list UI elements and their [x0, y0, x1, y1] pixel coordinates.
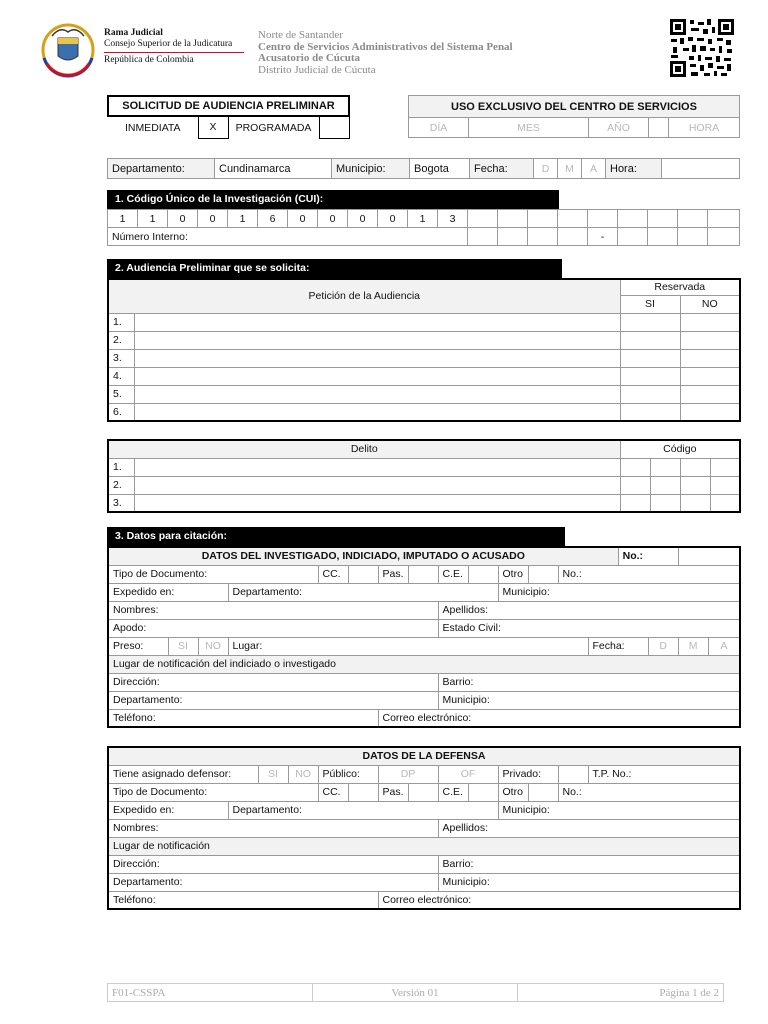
cui-digit[interactable]: 0	[318, 210, 348, 228]
form-cell[interactable]	[620, 313, 680, 331]
footer-page: Página 1 de 2	[518, 984, 724, 1002]
form-cell[interactable]	[134, 313, 620, 331]
org-line-1: Rama Judicial	[104, 28, 163, 38]
form-cell: Tiene asignado defensor:	[108, 765, 258, 783]
form-cell[interactable]	[528, 228, 558, 246]
cui-digit[interactable]: 1	[228, 210, 258, 228]
form-cell[interactable]	[498, 228, 528, 246]
reserved-yes-header: SI	[620, 295, 680, 313]
form-cell: Pas.	[378, 783, 408, 801]
form-cell[interactable]	[468, 783, 498, 801]
code-header: Código	[620, 440, 740, 458]
form-cell: Departamento:	[228, 583, 498, 601]
cui-table	[107, 209, 740, 246]
form-cell[interactable]	[710, 476, 740, 494]
form-cell[interactable]	[680, 349, 740, 367]
form-cell: Público:	[318, 765, 378, 783]
department-value[interactable]: Cundinamarca	[215, 159, 332, 179]
crime-header: Delito	[108, 440, 620, 458]
form-cell[interactable]: NO	[198, 637, 228, 655]
form-cell[interactable]	[348, 565, 378, 583]
form-cell[interactable]	[134, 458, 620, 476]
form-cell[interactable]	[134, 385, 620, 403]
cui-digit[interactable]	[528, 210, 558, 228]
petition-header: Petición de la Audiencia	[108, 279, 620, 313]
scheduled-checkbox[interactable]	[319, 116, 349, 138]
petition-row	[108, 313, 740, 331]
form-cell[interactable]	[528, 783, 558, 801]
location-table	[107, 158, 740, 179]
form-cell[interactable]	[408, 565, 438, 583]
exclusive-hour[interactable]: HORA	[669, 118, 740, 138]
exclusive-title: USO EXCLUSIVO DEL CENTRO DE SERVICIOS	[409, 96, 740, 118]
cui-digit[interactable]: 0	[348, 210, 378, 228]
form-cell[interactable]	[708, 228, 740, 246]
form-cell: Pas.	[378, 565, 408, 583]
form-cell[interactable]	[620, 476, 650, 494]
exclusive-use-table	[408, 95, 740, 138]
form-cell: Departamento:	[108, 873, 438, 891]
petition-row	[108, 331, 740, 349]
immediate-label: INMEDIATA	[124, 121, 181, 134]
form-cell: Teléfono:	[108, 891, 378, 909]
form-cell[interactable]	[680, 385, 740, 403]
form-cell: Lugar de notificación	[108, 837, 740, 855]
cui-digit[interactable]	[618, 210, 648, 228]
section-1-title: 1. Código Único de la Investigación (CUI):	[107, 190, 559, 209]
cui-digit[interactable]	[678, 210, 708, 228]
form-cell[interactable]	[680, 331, 740, 349]
form-cell: Apellidos:	[438, 601, 740, 619]
region-text: Norte de Santander	[258, 29, 343, 41]
form-cell: Apellidos:	[438, 819, 740, 837]
form-cell: Apodo:	[108, 619, 438, 637]
form-cell[interactable]: SI	[168, 637, 198, 655]
date-year[interactable]: A	[582, 159, 606, 179]
reserved-no-header: NO	[680, 295, 740, 313]
crime-table	[107, 439, 741, 513]
form-cell: Dirección:	[108, 855, 438, 873]
request-type-table	[107, 95, 350, 139]
reserved-header: Reservada	[620, 279, 740, 295]
form-cell[interactable]: DP	[378, 765, 438, 783]
form-cell: No.:	[558, 565, 740, 583]
form-cell: 1.	[108, 313, 134, 331]
form-cell[interactable]	[650, 494, 680, 512]
form-cell: Departamento:	[108, 691, 438, 709]
form-cell[interactable]	[710, 494, 740, 512]
date-month[interactable]: M	[558, 159, 582, 179]
form-cell[interactable]	[680, 494, 710, 512]
form-cell[interactable]	[620, 385, 680, 403]
form-cell: Tipo de Documento:	[108, 783, 318, 801]
form-cell: Expedido en:	[108, 801, 228, 819]
form-cell[interactable]	[680, 403, 740, 421]
exclusive-year[interactable]: AÑO	[589, 118, 649, 138]
exclusive-day[interactable]: DÍA	[409, 118, 469, 138]
form-cell: Teléfono:	[108, 709, 378, 727]
cui-digit[interactable]: 3	[438, 210, 468, 228]
section-3-title: 3. Datos para citación:	[107, 527, 565, 546]
form-cell: Barrio:	[438, 855, 740, 873]
petition-row	[108, 403, 740, 421]
form-cell[interactable]	[468, 565, 498, 583]
internal-number-label: Número Interno:	[108, 228, 468, 246]
footer	[107, 983, 724, 1002]
form-cell[interactable]	[620, 331, 680, 349]
form-cell: CC.	[318, 783, 348, 801]
form-cell[interactable]	[620, 494, 650, 512]
form-cell: C.E.	[438, 783, 468, 801]
form-cell[interactable]	[620, 367, 680, 385]
header	[36, 22, 736, 80]
form-cell: Municipio:	[438, 873, 740, 891]
investigated-table	[107, 546, 741, 728]
form-cell: C.E.	[438, 565, 468, 583]
qr-code-icon	[669, 18, 735, 78]
cui-digit[interactable]	[708, 210, 740, 228]
form-cell[interactable]	[134, 331, 620, 349]
form-cell: Departamento:	[228, 801, 498, 819]
form-cell[interactable]: SI	[258, 765, 288, 783]
form-cell: Nombres:	[108, 601, 438, 619]
cui-digit[interactable]	[468, 210, 498, 228]
form-cell: Privado:	[498, 765, 558, 783]
form-cell: Dirección:	[108, 673, 438, 691]
form-cell: Correo electrónico:	[378, 891, 740, 909]
form-cell[interactable]	[650, 476, 680, 494]
form-cell[interactable]	[650, 458, 680, 476]
cui-digit[interactable]	[558, 210, 588, 228]
form-cell: 4.	[108, 367, 134, 385]
form-cell[interactable]	[468, 228, 498, 246]
form-cell	[649, 118, 669, 138]
form-cell: 3.	[108, 349, 134, 367]
form-cell[interactable]	[680, 458, 710, 476]
petition-row	[108, 349, 740, 367]
form-cell[interactable]	[678, 547, 740, 565]
form-cell[interactable]	[134, 494, 620, 512]
cui-digit[interactable]: 1	[138, 210, 168, 228]
form-cell: Lugar:	[228, 637, 588, 655]
form-cell[interactable]	[620, 403, 680, 421]
form-cell: Expedido en:	[108, 583, 228, 601]
form-cell: Barrio:	[438, 673, 740, 691]
internal-dash: -	[588, 228, 618, 246]
cui-digit[interactable]: 0	[198, 210, 228, 228]
center-line-2: Acusatorio de Cúcuta	[258, 52, 361, 64]
form-cell: T.P. No.:	[588, 765, 740, 783]
form-cell[interactable]	[678, 228, 708, 246]
cui-digit[interactable]: 0	[168, 210, 198, 228]
form-cell: 3.	[108, 494, 134, 512]
petition-table	[107, 278, 741, 422]
form-cell: Otro	[498, 783, 528, 801]
form-cell[interactable]	[618, 228, 648, 246]
municipality-label: Municipio:	[332, 159, 410, 179]
center-line-1: Centro de Servicios Administrativos del Sistema Penal	[258, 40, 513, 53]
form-cell: Fecha:	[588, 637, 648, 655]
form-cell[interactable]	[408, 783, 438, 801]
form-cell[interactable]: NO	[288, 765, 318, 783]
crime-row	[108, 476, 740, 494]
department-label: Departamento:	[108, 159, 215, 179]
cui-digit-row	[108, 210, 740, 228]
form-cell: Correo electrónico:	[378, 709, 740, 727]
cui-digit[interactable]: 1	[408, 210, 438, 228]
cui-digit[interactable]: 0	[378, 210, 408, 228]
cui-digit[interactable]	[498, 210, 528, 228]
form-cell[interactable]	[680, 313, 740, 331]
footer-version: Versión 01	[313, 984, 518, 1002]
date-day[interactable]: D	[534, 159, 558, 179]
cui-digit[interactable]	[648, 210, 678, 228]
form-cell[interactable]	[528, 565, 558, 583]
form-cell: Municipio:	[498, 583, 740, 601]
municipality-value[interactable]: Bogota	[410, 159, 470, 179]
defense-title: DATOS DE LA DEFENSA	[108, 747, 740, 765]
form-cell: Preso:	[108, 637, 168, 655]
coat-of-arms-icon	[38, 22, 98, 78]
form-cell[interactable]	[680, 476, 710, 494]
form-cell[interactable]	[134, 403, 620, 421]
form-cell[interactable]: M	[678, 637, 708, 655]
form-cell: Otro	[498, 565, 528, 583]
cui-digit[interactable]: 6	[258, 210, 288, 228]
form-cell: Estado Civil:	[438, 619, 740, 637]
defense-table	[107, 746, 741, 910]
form-cell[interactable]	[558, 765, 588, 783]
doc-type-label: Tipo de Documento:	[108, 565, 318, 583]
hour-value[interactable]	[662, 159, 740, 179]
exclusive-month[interactable]: MES	[469, 118, 589, 138]
form-cell[interactable]	[348, 783, 378, 801]
form-cell: 5.	[108, 385, 134, 403]
form-cell: 1.	[108, 458, 134, 476]
form-cell: 6.	[108, 403, 134, 421]
form-cell: Lugar de notificación del indiciado o investigado	[108, 655, 740, 673]
form-cell[interactable]	[134, 476, 620, 494]
org-line-2: Consejo Superior de la Judicatura	[104, 39, 233, 49]
form-cell[interactable]	[680, 367, 740, 385]
form-cell: Nombres:	[108, 819, 438, 837]
form-cell[interactable]: D	[648, 637, 678, 655]
form-cell[interactable]	[710, 458, 740, 476]
petition-row	[108, 385, 740, 403]
hour-label: Hora:	[606, 159, 662, 179]
crime-row	[108, 494, 740, 512]
petition-row	[108, 367, 740, 385]
form-cell: No.:	[558, 783, 740, 801]
district-text: Distrito Judicial de Cúcuta	[258, 63, 376, 76]
form-cell[interactable]	[558, 228, 588, 246]
investigated-no-label: No.:	[618, 547, 678, 565]
footer-code: F01-CSSPA	[108, 984, 313, 1002]
form-cell: Municipio:	[438, 691, 740, 709]
cui-digit[interactable]: 1	[108, 210, 138, 228]
form-cell[interactable]	[620, 458, 650, 476]
org-line-3: República de Colombia	[104, 52, 244, 66]
form-cell[interactable]	[648, 228, 678, 246]
section-2-title: 2. Audiencia Preliminar que se solicita:	[107, 259, 562, 278]
form-cell[interactable]	[620, 349, 680, 367]
crime-row	[108, 458, 740, 476]
form-cell: 2.	[108, 331, 134, 349]
cui-digit[interactable]: 0	[288, 210, 318, 228]
form-cell[interactable]	[134, 367, 620, 385]
investigated-title: DATOS DEL INVESTIGADO, INDICIADO, IMPUTADO O ACUSADO	[108, 547, 618, 565]
date-label: Fecha:	[470, 159, 534, 179]
form-cell: CC.	[318, 565, 348, 583]
form-cell: Municipio:	[498, 801, 740, 819]
cui-digit[interactable]	[588, 210, 618, 228]
scheduled-label: PROGRAMADA	[235, 121, 312, 134]
form-cell[interactable]: OF	[438, 765, 498, 783]
immediate-checkbox[interactable]: X	[198, 116, 228, 138]
request-title: SOLICITUD DE AUDIENCIA PRELIMINAR	[108, 96, 349, 116]
form-cell: 2.	[108, 476, 134, 494]
form-cell[interactable]	[134, 349, 620, 367]
form-cell[interactable]: A	[708, 637, 740, 655]
